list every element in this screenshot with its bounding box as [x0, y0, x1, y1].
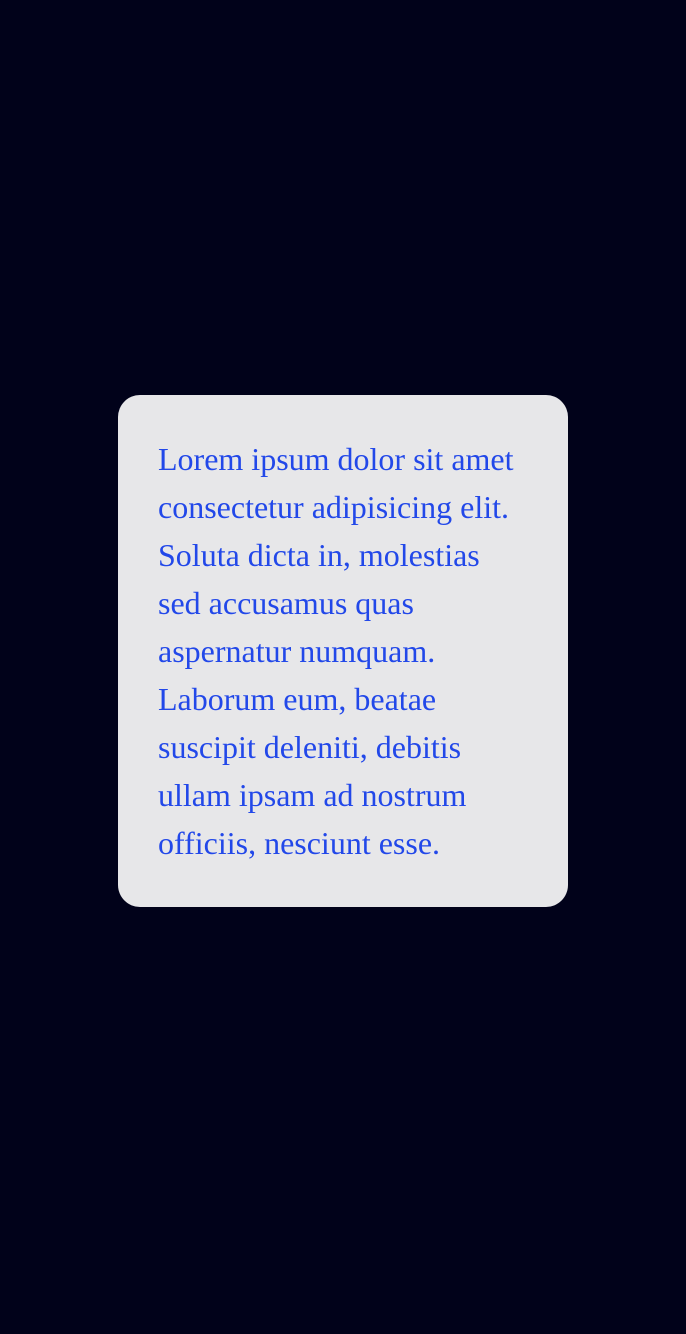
card-paragraph: Lorem ipsum dolor sit amet consectetur adipisicing elit. Soluta dicta in, molestias sed accusamus quas aspernatur numquam. Laborum eum, beatae suscipit deleniti, debitis ullam ipsam ad nostrum officiis, nesciunt esse. [158, 441, 514, 861]
text-card [118, 395, 568, 907]
